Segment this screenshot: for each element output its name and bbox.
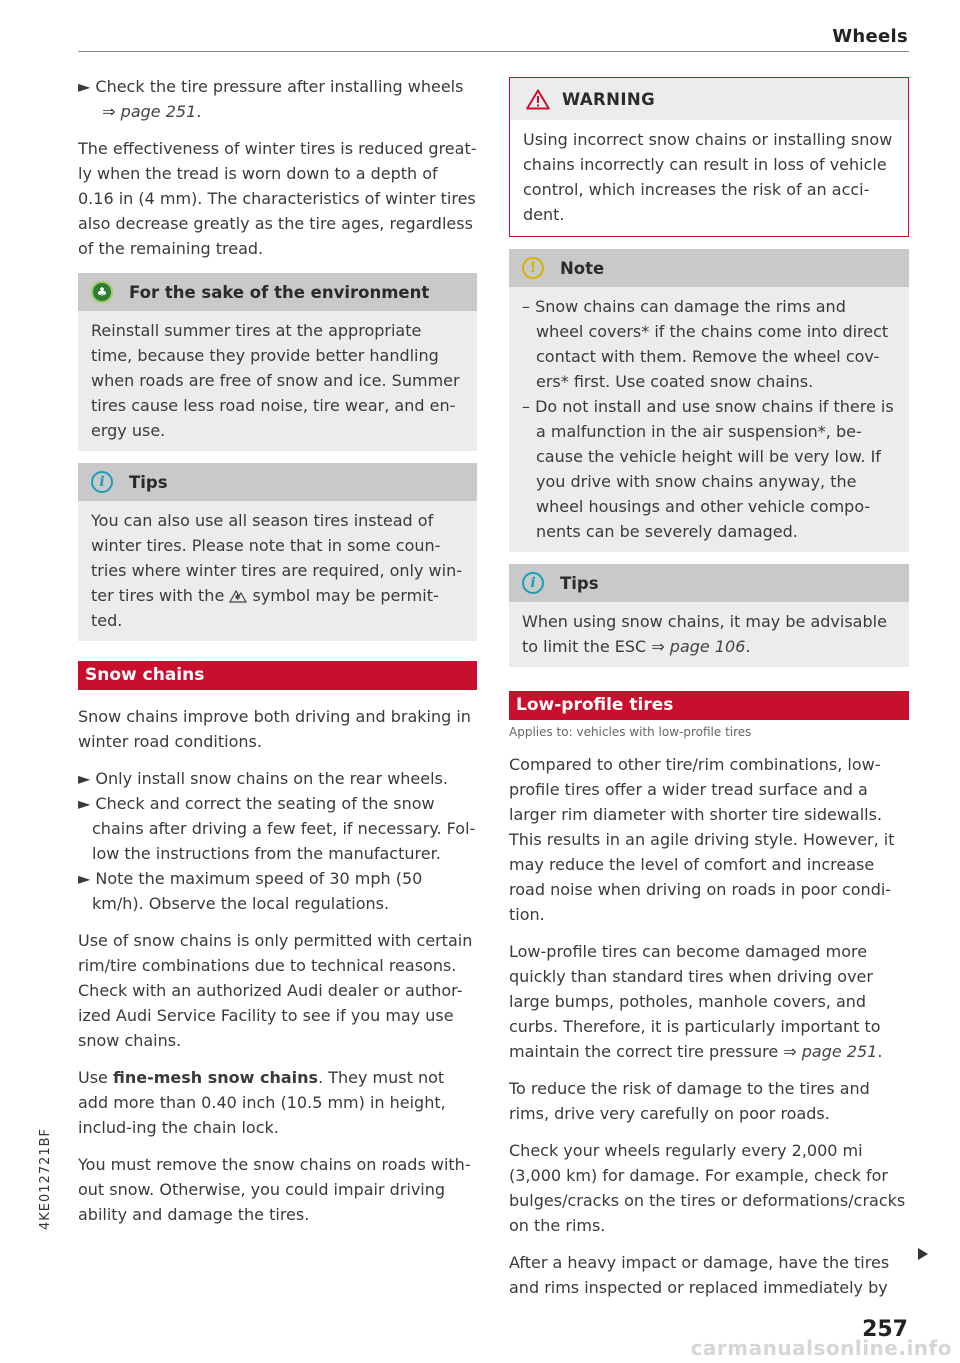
exclamation-icon: ! bbox=[522, 257, 544, 279]
environment-box-header bbox=[78, 273, 477, 311]
applies-to-note: Applies to: vehicles with low-profile tires bbox=[509, 725, 752, 739]
tips-box-right bbox=[509, 564, 909, 667]
watermark: carmanualsonline.info bbox=[690, 1336, 952, 1360]
document-code: 4KE012721BF bbox=[38, 1127, 53, 1230]
snow-chains-heading: Snow chains bbox=[78, 661, 477, 690]
snow-chains-bullets bbox=[78, 766, 477, 916]
low-profile-para-3: To reduce the risk of damage to the tires and rims, drive very carefully on poor roads. bbox=[509, 1079, 870, 1123]
page-header-title: Wheels bbox=[832, 26, 908, 47]
note-box bbox=[509, 249, 909, 552]
winter-tires-paragraph: The effectiveness of winter tires is reduced great-ly when the tread is worn down to a depth of 0.16 in (4 mm). The characteristics of winter tires also decrease greatly as the tire ages, regardless of the remaining tread. bbox=[78, 139, 477, 258]
header-divider bbox=[78, 51, 909, 52]
warning-box bbox=[509, 77, 909, 237]
rim-combinations-paragraph: Use of snow chains is only permitted with certain rim/tire combinations due to technical reasons. Check with an authorized Audi dealer or author-ized Audi Service Facility to see if you may use snow chains. bbox=[78, 931, 473, 1050]
tips-box-left bbox=[78, 463, 477, 641]
continue-arrow-icon bbox=[918, 1248, 928, 1260]
low-profile-para-1: Compared to other tire/rim combinations, low-profile tires offer a wider tread surface and a larger rim diameter with shorter tire sidewalls. This results in an agile driving style. However, it may reduce the level of comfort and increase road noise when driving on roads in poor condi-tion. bbox=[509, 755, 895, 924]
right-column bbox=[509, 77, 909, 1312]
low-profile-heading: Low-profile tires bbox=[509, 691, 909, 720]
snow-chains-intro: Snow chains improve both driving and braking in winter road conditions. bbox=[78, 707, 471, 751]
low-profile-para-4: Check your wheels regularly every 2,000 mi (3,000 km) for damage. For example, check for bulges/cracks on the tires or deformations/cracks on the rims. bbox=[509, 1141, 906, 1235]
tips-box-right-header bbox=[509, 564, 909, 602]
warning-box-title: WARNING bbox=[562, 89, 656, 109]
warning-box-body: Using incorrect snow chains or installing snow chains incorrectly can result in loss of vehicle control, which increases the risk of an acci-dent. bbox=[510, 120, 908, 236]
fine-mesh-paragraph: Use fine-mesh snow chains. They must not add more than 0.40 inch (10.5 mm) in height, includ-ing the chain lock. bbox=[78, 1068, 446, 1137]
remove-chains-paragraph: You must remove the snow chains on roads with-out snow. Otherwise, you could impair driving ability and damage the tires. bbox=[78, 1155, 471, 1224]
snowflake-mountain-icon bbox=[229, 587, 247, 603]
info-icon: i bbox=[522, 572, 544, 594]
note-box-body bbox=[509, 287, 909, 552]
low-profile-para-2: Low-profile tires can become damaged more quickly than standard tires when driving over large bumps, potholes, manhole covers, and curbs. Therefore, it is particularly important to maintain the correct tire pressure ⇒ page 251. bbox=[509, 942, 883, 1061]
note-box-header bbox=[509, 249, 909, 287]
note-box-title: Note bbox=[560, 258, 605, 278]
check-pressure-bullet: ► Check the tire pressure after installing wheels ⇒ page 251. bbox=[78, 77, 464, 121]
tips-box-right-title: Tips bbox=[560, 573, 599, 593]
list-item: ► Note the maximum speed of 30 mph (50 km/h). Observe the local regulations. bbox=[78, 869, 423, 913]
warning-box-header bbox=[510, 78, 908, 120]
environment-box-body: Reinstall summer tires at the appropriate time, because they provide better handling when roads are free of snow and ice. Summer tires cause less road noise, tire wear, and en-ergy use. bbox=[91, 321, 460, 440]
list-item: ► Only install snow chains on the rear wheels. bbox=[78, 769, 448, 788]
list-item: – Do not install and use snow chains if there is a malfunction in the air suspension*, be-cause the vehicle height will be very low. If you drive with snow chains anyway, the wheel housings and other vehicle compo-nents can be severely damaged. bbox=[522, 397, 894, 541]
low-profile-para-5: After a heavy impact or damage, have the tires and rims inspected or replaced immediately by bbox=[509, 1253, 890, 1297]
leaf-icon: ♣ bbox=[91, 281, 113, 303]
tips-box-left-body: You can also use all season tires instead of winter tires. Please note that in some coun-tries where winter tires are required, only win-ter tires with the symbol may be permit-ted. bbox=[91, 511, 462, 630]
page-ref-link[interactable]: ⇒ page 251 bbox=[783, 1042, 878, 1061]
environment-box bbox=[78, 273, 477, 451]
tips-box-left-header bbox=[78, 463, 477, 501]
tips-box-right-body: When using snow chains, it may be advisable to limit the ESC ⇒ page 106. bbox=[522, 612, 887, 656]
fine-mesh-bold: fine-mesh snow chains bbox=[112, 1068, 319, 1087]
environment-box-title: For the sake of the environment bbox=[129, 282, 430, 302]
page-number: 257 bbox=[862, 1317, 908, 1342]
page-ref-link[interactable]: ⇒ page 251 bbox=[102, 102, 197, 121]
tips-box-left-title: Tips bbox=[129, 472, 168, 492]
page-ref-link[interactable]: ⇒ page 106 bbox=[651, 637, 746, 656]
info-icon: i bbox=[91, 471, 113, 493]
list-item: – Snow chains can damage the rims and wheel covers* if the chains come into direct contact with them. Remove the wheel cov-ers* first. Use coated snow chains. bbox=[522, 297, 889, 391]
warning-triangle-icon bbox=[526, 89, 550, 110]
list-item: ► Check and correct the seating of the snow chains after driving a few feet, if necessary. Fol-low the instructions from the manufacturer. bbox=[78, 794, 476, 863]
left-column bbox=[78, 74, 477, 1239]
